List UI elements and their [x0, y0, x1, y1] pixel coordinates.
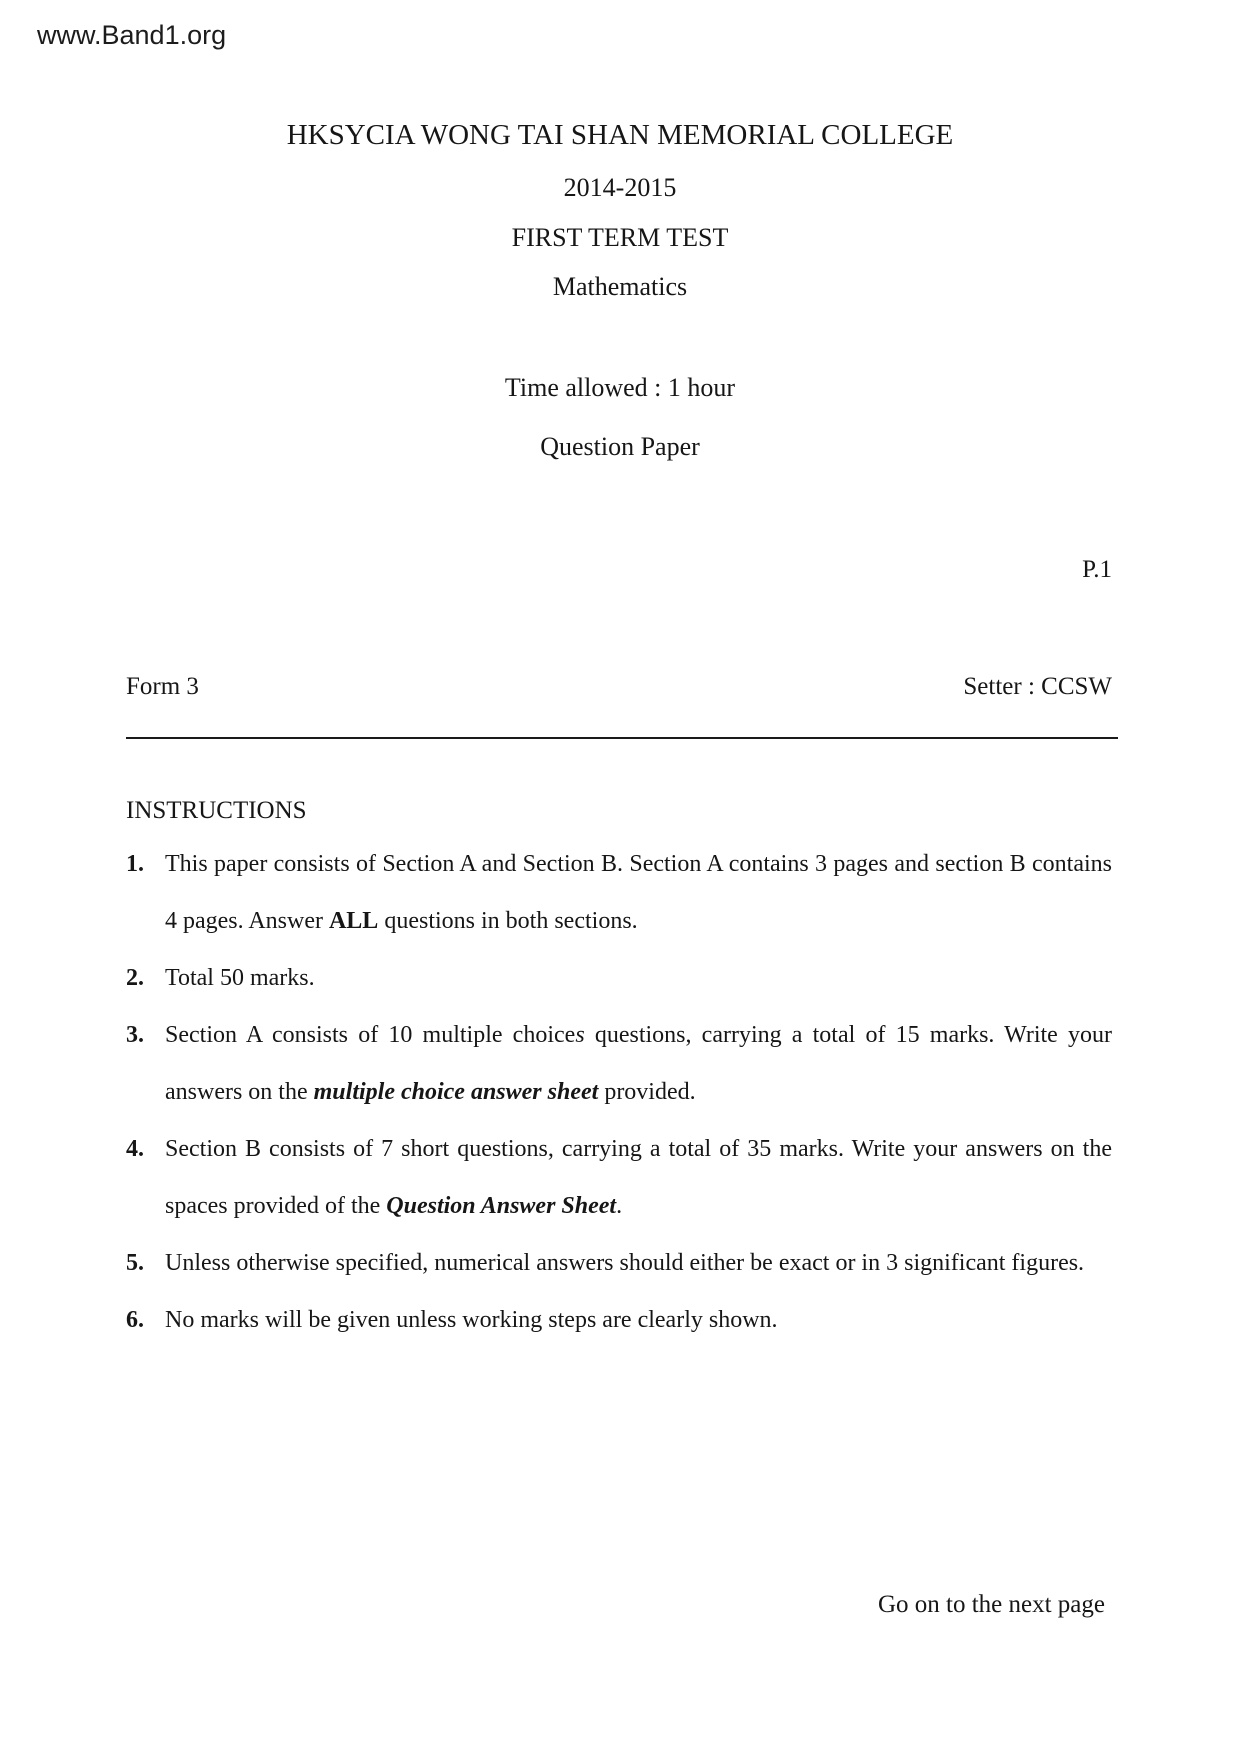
- instruction-text: No marks will be given unless working steps are clearly shown.: [165, 1307, 778, 1333]
- meta-row: [126, 672, 1112, 701]
- instructions-list: [126, 836, 1112, 1349]
- form-label: Form 3: [126, 673, 199, 700]
- school-year: 2014-2015: [563, 173, 677, 202]
- instruction-item: [126, 1235, 1112, 1292]
- instruction-item: [126, 1292, 1112, 1349]
- setter-label: Setter : CCSW: [963, 673, 1112, 700]
- paper-header: [0, 0, 1240, 462]
- instructions-heading: INSTRUCTIONS: [126, 797, 307, 824]
- instruction-text: Section B consists of 7 short questions, carrying a total of 35 marks. Write your answers on the spaces provided of the Question Answer Sheet.: [165, 1136, 1112, 1219]
- instruction-text: This paper consists of Section A and Section B. Section A contains 3 pages and section B contains 4 pages. Answer ALL questions in both sections.: [165, 851, 1112, 934]
- instructions-section: [0, 796, 1240, 1349]
- instruction-text: Unless otherwise specified, numerical answers should either be exact or in 3 significant figures.: [165, 1250, 1085, 1276]
- time-allowed: Time allowed : 1 hour: [504, 373, 736, 402]
- page-number: P.1: [1082, 556, 1112, 583]
- instruction-number: 4.: [126, 1136, 144, 1162]
- site-watermark: www.Band1.org: [37, 20, 227, 50]
- exam-title: FIRST TERM TEST: [511, 223, 729, 252]
- go-to-next-page-note: Go on to the next page: [877, 1591, 1105, 1618]
- instruction-number: 1.: [126, 851, 144, 877]
- school-name: HKSYCIA WONG TAI SHAN MEMORIAL COLLEGE: [286, 119, 954, 151]
- instruction-item: [126, 836, 1112, 950]
- paper-type: Question Paper: [540, 432, 700, 461]
- instruction-text: Section A consists of 10 multiple choices questions, carrying a total of 15 marks. Write your answers on the multiple choice answer sheet provided.: [165, 1022, 1112, 1105]
- instruction-text: Total 50 marks.: [165, 965, 315, 991]
- instruction-item: [126, 1121, 1112, 1235]
- divider-line: [126, 737, 1118, 739]
- instruction-number: 2.: [126, 965, 144, 991]
- instruction-item: [126, 1007, 1112, 1121]
- instruction-number: 3.: [126, 1022, 144, 1048]
- instruction-number: 5.: [126, 1250, 144, 1276]
- subject-name: Mathematics: [552, 272, 688, 301]
- instruction-number: 6.: [126, 1307, 144, 1333]
- instruction-item: [126, 950, 1112, 1007]
